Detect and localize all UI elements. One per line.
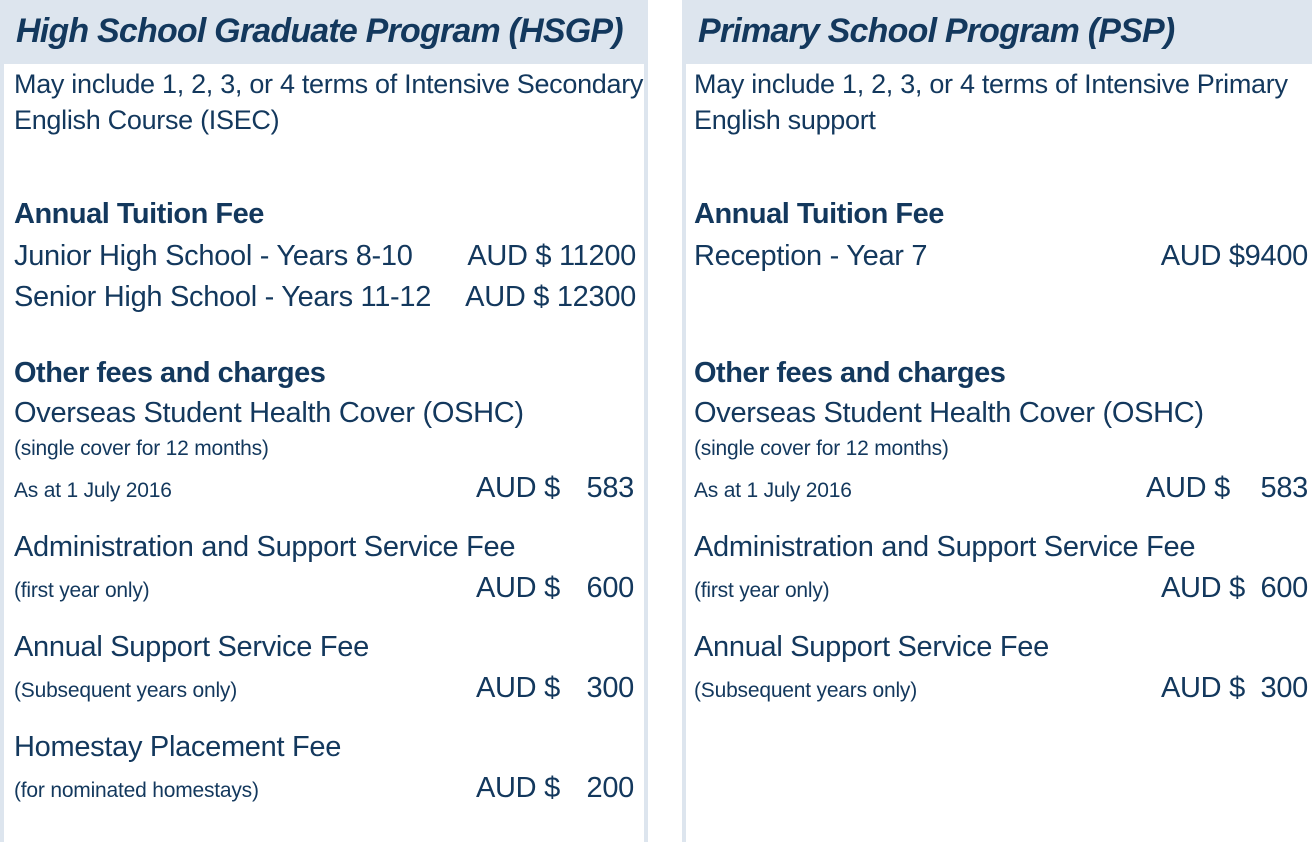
- hsgp-header: [4, 0, 644, 64]
- psp-tuition-row-amount: AUD $9400: [1160, 240, 1308, 272]
- hsgp-admin-label: Administration and Support Service Fee: [14, 531, 516, 563]
- psp-header: [686, 0, 1312, 64]
- hsgp-annual-support-amount: 300: [586, 672, 634, 704]
- psp-title: Primary School Program (PSP): [698, 12, 1175, 50]
- psp-oshc-note: (single cover for 12 months): [694, 437, 949, 460]
- hsgp-intro: May include 1, 2, 3, or 4 terms of Intensive Secondary English Course (ISEC): [14, 69, 644, 135]
- psp-admin-amount: 600: [1260, 572, 1308, 604]
- hsgp-annual-support-currency: AUD $: [476, 672, 560, 704]
- hsgp-tuition-row-amount: AUD $ 12300: [465, 281, 636, 313]
- hsgp-annual-support-note: (Subsequent years only): [14, 679, 238, 702]
- hsgp-panel: [0, 0, 648, 842]
- hsgp-homestay-amount: 200: [586, 772, 634, 804]
- psp-oshc-amount: 583: [1260, 472, 1308, 504]
- hsgp-admin-amount: 600: [586, 572, 634, 604]
- hsgp-homestay-label: Homestay Placement Fee: [14, 731, 342, 763]
- psp-intro: May include 1, 2, 3, or 4 terms of Intensive Primary English support: [694, 69, 1288, 135]
- psp-admin-label: Administration and Support Service Fee: [694, 531, 1196, 563]
- psp-annual-support-note: (Subsequent years only): [694, 679, 918, 702]
- hsgp-homestay-currency: AUD $: [476, 772, 560, 804]
- hsgp-oshc-date: As at 1 July 2016: [14, 479, 172, 502]
- psp-other-heading: Other fees and charges: [694, 357, 1006, 389]
- psp-annual-support-currency: AUD $: [1161, 672, 1245, 704]
- psp-oshc-currency: AUD $: [1146, 472, 1230, 504]
- psp-oshc-label: Overseas Student Health Cover (OSHC): [694, 397, 1204, 429]
- hsgp-oshc-label: Overseas Student Health Cover (OSHC): [14, 397, 524, 429]
- psp-tuition-heading: Annual Tuition Fee: [694, 198, 944, 230]
- hsgp-oshc-amount: 583: [586, 472, 634, 504]
- psp-tuition-row-label: Reception - Year 7: [694, 240, 928, 272]
- hsgp-annual-support-label: Annual Support Service Fee: [14, 631, 369, 663]
- hsgp-homestay-note: (for nominated homestays): [14, 779, 259, 802]
- hsgp-other-heading: Other fees and charges: [14, 357, 326, 389]
- hsgp-oshc-note: (single cover for 12 months): [14, 437, 269, 460]
- hsgp-tuition-row-amount: AUD $ 11200: [467, 240, 636, 272]
- hsgp-admin-currency: AUD $: [476, 572, 560, 604]
- hsgp-title: High School Graduate Program (HSGP): [16, 12, 623, 50]
- hsgp-tuition-row-label: Senior High School - Years 11-12: [14, 281, 432, 313]
- hsgp-oshc-currency: AUD $: [476, 472, 560, 504]
- hsgp-tuition-row-label: Junior High School - Years 8-10: [14, 240, 413, 272]
- psp-admin-note: (first year only): [694, 579, 830, 602]
- hsgp-admin-note: (first year only): [14, 579, 150, 602]
- psp-annual-support-amount: 300: [1260, 672, 1308, 704]
- psp-oshc-date: As at 1 July 2016: [694, 479, 852, 502]
- psp-panel: [682, 0, 1312, 842]
- hsgp-tuition-heading: Annual Tuition Fee: [14, 198, 264, 230]
- psp-admin-currency: AUD $: [1161, 572, 1245, 604]
- psp-annual-support-label: Annual Support Service Fee: [694, 631, 1049, 663]
